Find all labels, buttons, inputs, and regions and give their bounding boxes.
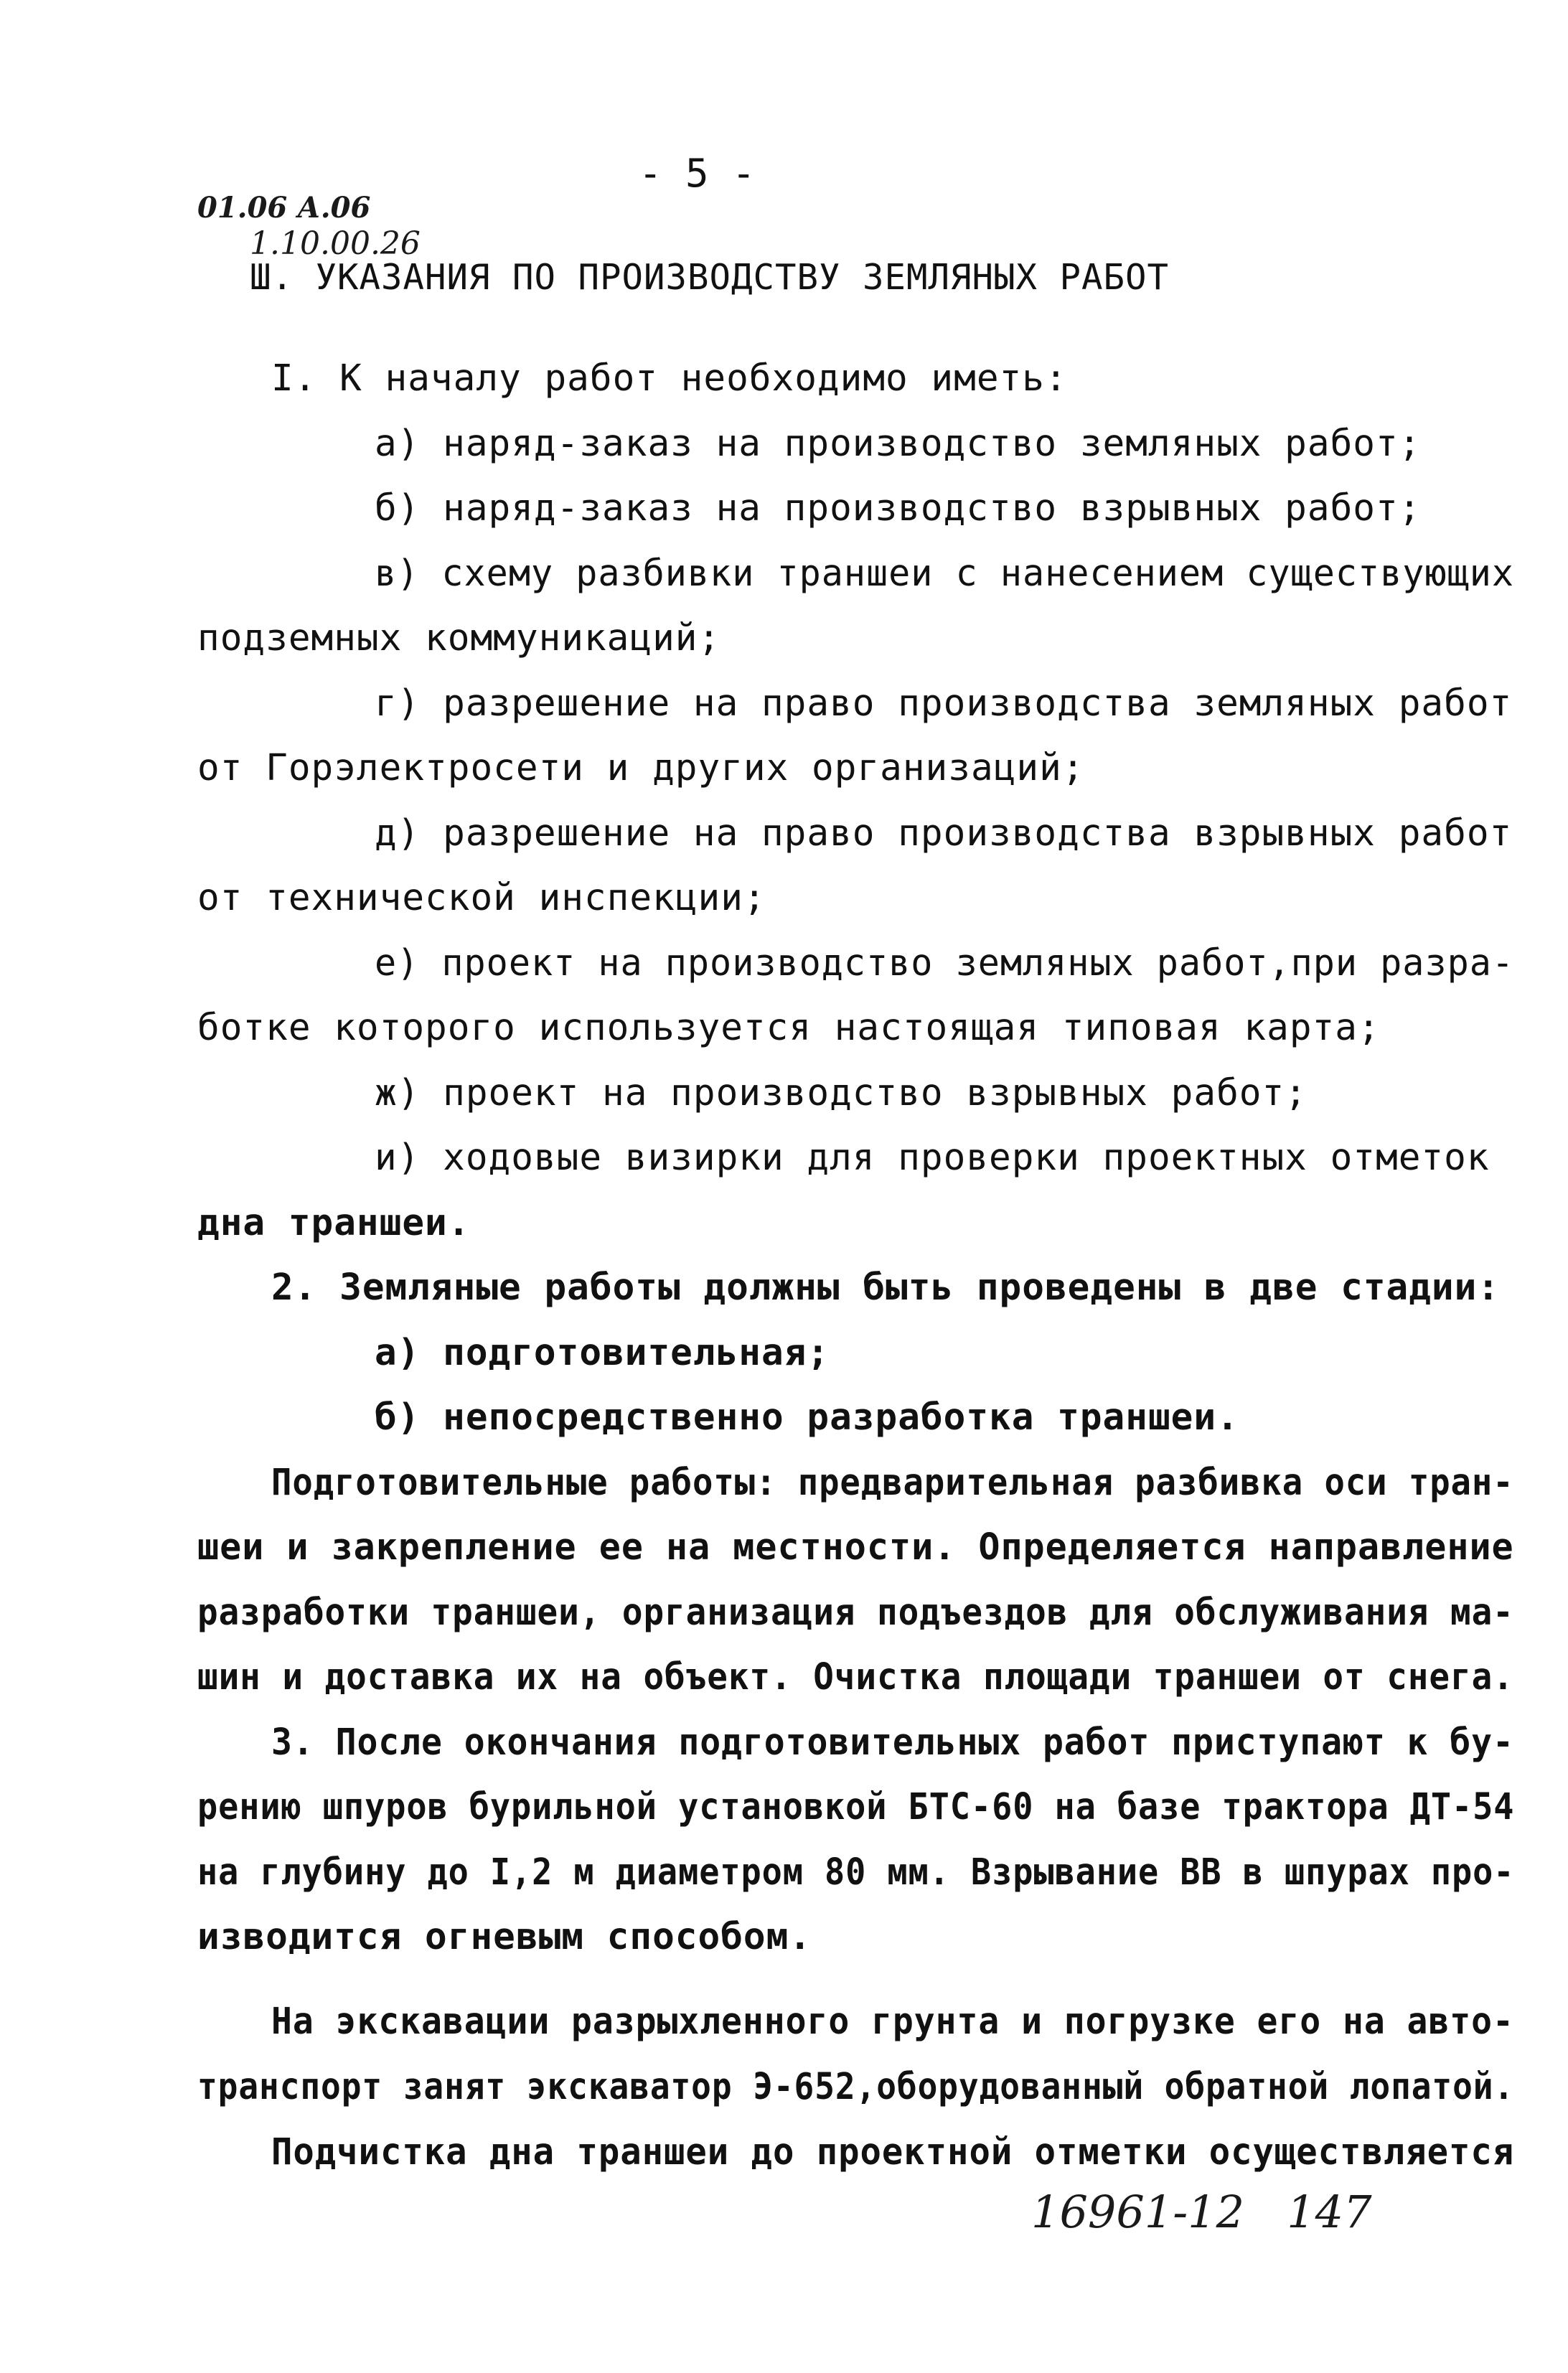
body-line: ж) проект на производство взрывных работ; [375, 1072, 1308, 1114]
body-line: а) подготовительная; [375, 1332, 830, 1374]
sheet-code-handwritten: 16961-12 147 [1031, 2186, 1372, 2238]
body-line: 3. После окончания подготовительных работ приступают к бу- [271, 1721, 1514, 1764]
body-line: Подготовительные работы: предварительная разбивка оси тран- [271, 1462, 1514, 1504]
body-line: е) проект на производство земляных работ,при разра- [375, 942, 1514, 985]
body-line: подземных коммуникаций; [197, 617, 721, 659]
body-line: б) наряд-заказ на производство взрывных работ; [375, 487, 1422, 530]
body-line: 2. Земляные работы должны быть проведены в две стадии: [271, 1267, 1501, 1309]
body-line: в) схему разбивки траншеи с нанесением существующих [375, 553, 1514, 595]
body-line: на глубину до I,2 м диаметром 80 мм. Взрывание ВВ в шпурах про- [197, 1851, 1515, 1894]
body-line: шеи и закрепление ее на местности. Определяется направление [197, 1526, 1514, 1569]
document-code-handwritten: 1.10.00.26 [250, 225, 421, 262]
body-line: дна траншеи. [197, 1202, 471, 1244]
body-line: шин и доставка их на объект. Очистка площади траншеи от снега. [197, 1656, 1514, 1698]
body-line: На экскавации разрыхленного грунта и погрузке его на авто- [271, 2001, 1514, 2043]
body-line: транспорт занят экскаватор Э-652,оборудованный обратной лопатой. [197, 2066, 1515, 2108]
body-line: ботке которого используется настоящая типовая карта; [197, 1007, 1381, 1049]
body-line: разработки траншеи, организация подъездов для обслуживания ма- [197, 1592, 1514, 1634]
body-line: рению шпуров бурильной установкой БТС-60 на базе трактора ДТ-54 [197, 1786, 1515, 1828]
page-number: - 5 - [639, 151, 756, 196]
archive-code-handwritten: 01.06 А.06 [197, 191, 371, 225]
body-line: и) ходовые визирки для проверки проектных отметок [375, 1137, 1490, 1179]
body-line: б) непосредственно разработка траншеи. [375, 1396, 1239, 1439]
body-line: изводится огневым способом. [197, 1916, 812, 1958]
body-line: I. К началу работ необходимо иметь: [271, 357, 1068, 400]
body-line: а) наряд-заказ на производство земляных работ; [375, 423, 1422, 465]
body-line: от технической инспекции; [197, 877, 766, 919]
body-line: г) разрешение на право производства земляных работ [375, 682, 1513, 725]
body-line: от Горэлектросети и других организаций; [197, 747, 1085, 789]
body-line: д) разрешение на право производства взрывных работ [375, 812, 1513, 855]
section-title: Ш. УКАЗАНИЯ ПО ПРОИЗВОДСТВУ ЗЕМЛЯНЫХ РАБОТ [250, 257, 1170, 298]
body-line: Подчистка дна траншеи до проектной отметки осуществляется [271, 2131, 1515, 2174]
